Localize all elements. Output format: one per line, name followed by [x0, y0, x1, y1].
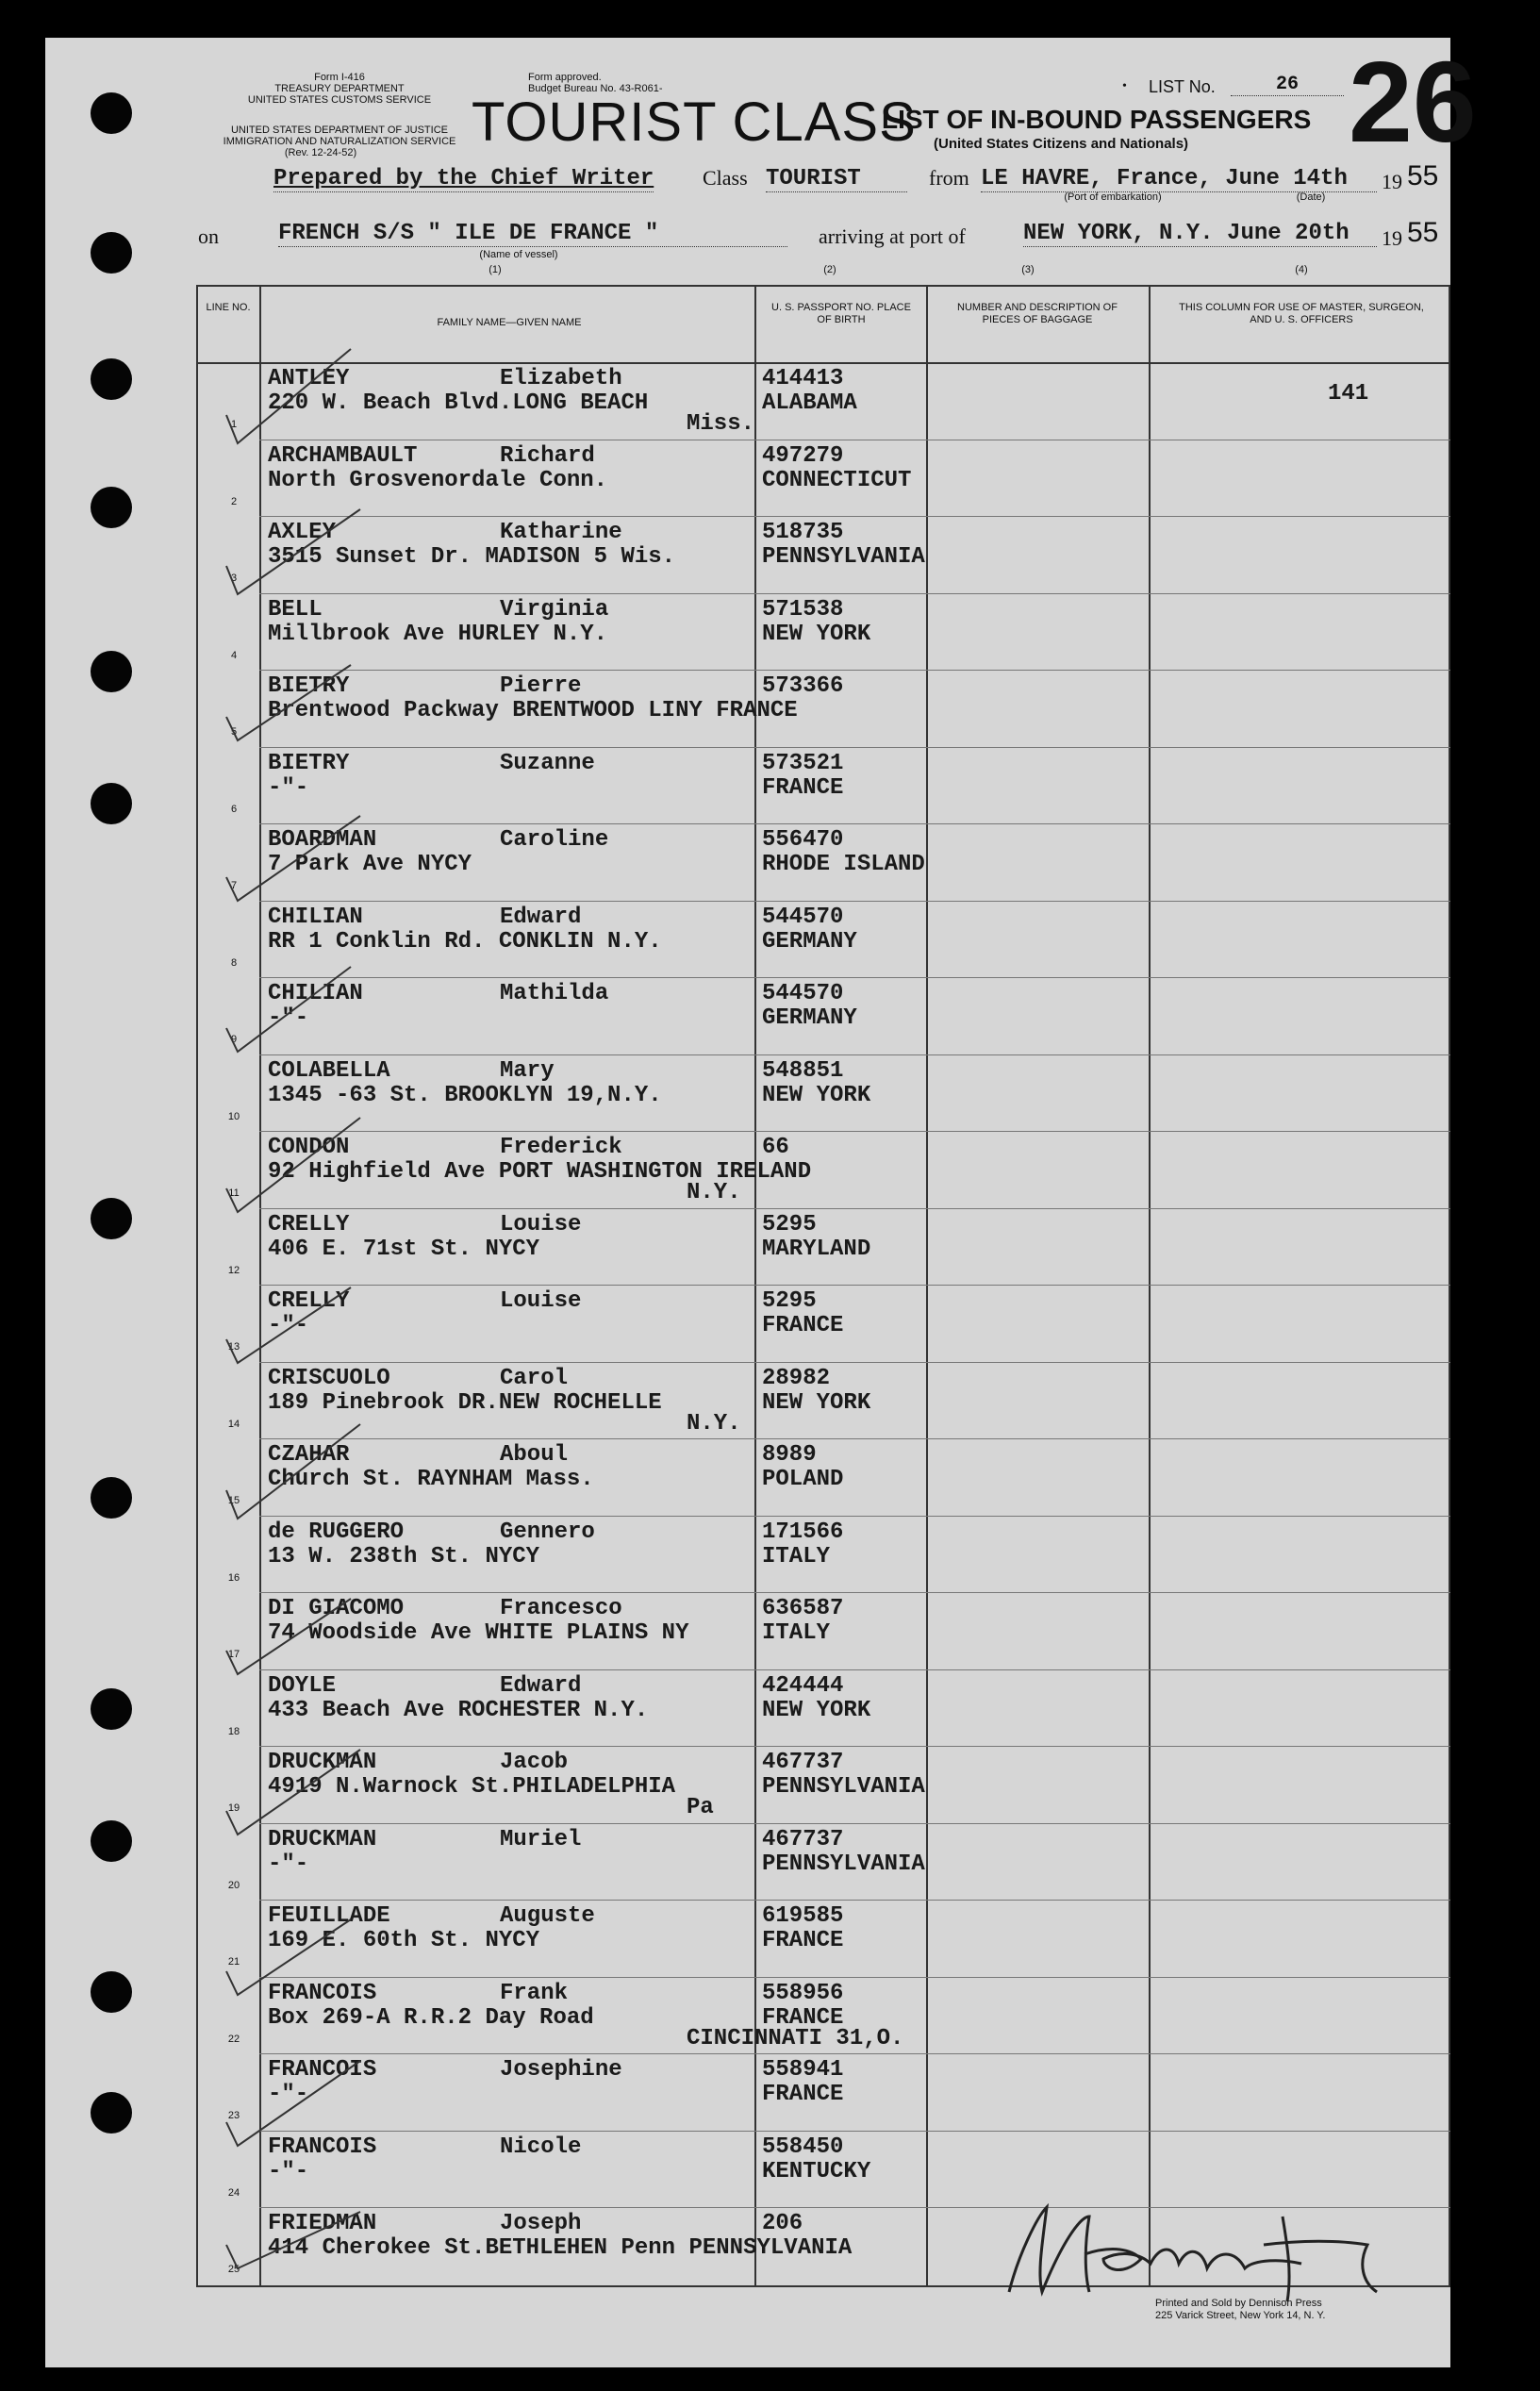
year-prefix-1: 19	[1382, 170, 1402, 193]
address: RR 1 Conklin Rd. CONKLIN N.Y.	[268, 928, 662, 955]
line-number: 10	[227, 1110, 240, 1122]
passport-number: 5295	[762, 1288, 817, 1314]
place-of-birth: FRANCE	[762, 2082, 844, 2107]
address: 1345 -63 St. BROOKLYN 19,N.Y.	[268, 1082, 662, 1108]
line-number: 24	[227, 2186, 240, 2199]
passport-number: 571538	[762, 596, 844, 623]
passport-number: 497279	[762, 442, 844, 469]
line-number: 15	[227, 1495, 240, 1506]
address: North Grosvenordale Conn.	[268, 467, 608, 493]
address: 74 Woodside Ave WHITE PLAINS NY	[268, 1620, 689, 1646]
port-embarkation-caption: (Port of embarkation)	[1064, 191, 1162, 203]
place-of-birth: NEW YORK	[762, 1697, 871, 1723]
column-header-line-no: LINE NO.	[206, 302, 251, 313]
row-divider	[259, 1208, 1450, 1209]
address: 7 Park Ave NYCY	[268, 852, 472, 877]
family-name: ARCHAMBAULT	[268, 442, 418, 469]
row-divider	[259, 593, 1450, 594]
given-name: Mary	[500, 1057, 555, 1084]
family-name: BOARDMAN	[268, 827, 377, 853]
given-name: Auguste	[500, 1903, 595, 1929]
budget-bureau: Budget Bureau No. 43-R061-	[528, 83, 663, 94]
row-divider	[259, 1823, 1450, 1824]
address: 414 Cherokee St.BETHLEHEN Penn PENNSYLVANIA	[268, 2235, 853, 2261]
address: 220 W. Beach Blvd.LONG BEACH	[268, 390, 649, 416]
address-continuation: CINCINNATI 31,O.	[687, 2025, 904, 2051]
address-continuation: N.Y.	[687, 1410, 741, 1436]
line-number: 17	[227, 1649, 240, 1660]
address: 3515 Sunset Dr. MADISON 5 Wis.	[268, 544, 676, 570]
row-divider	[259, 1900, 1450, 1901]
given-name: Katharine	[500, 520, 622, 545]
family-name: CHILIAN	[268, 981, 363, 1006]
binder-hole	[91, 651, 132, 692]
row-divider	[259, 1746, 1450, 1747]
place-of-birth: ALABAMA	[762, 390, 857, 416]
printer-credit-2: 225 Varick Street, New York 14, N. Y.	[1155, 2310, 1326, 2321]
passport-number: 619585	[762, 1903, 844, 1929]
line-number: 6	[230, 803, 238, 815]
given-name: Joseph	[500, 2211, 582, 2236]
inspection-checkmarks	[189, 311, 406, 2292]
line-number: 19	[227, 1802, 240, 1814]
row-divider	[259, 1438, 1450, 1439]
given-name: Aboul	[500, 1442, 569, 1468]
date-caption: (Date)	[1296, 191, 1326, 203]
place-of-birth: PENNSYLVANIA	[762, 544, 925, 570]
passport-number: 8989	[762, 1442, 817, 1468]
on-label: on	[198, 224, 219, 248]
list-no-label: LIST No.	[1149, 77, 1216, 96]
place-of-birth: PENNSYLVANIA	[762, 1851, 925, 1877]
address: Brentwood Packway BRENTWOOD LINY FRANCE	[268, 698, 798, 723]
line-number: 20	[227, 1879, 240, 1891]
passport-number: 424444	[762, 1672, 844, 1699]
place-of-birth: FRANCE	[762, 774, 844, 801]
department-of-justice: UNITED STATES DEPARTMENT OF JUSTICE	[230, 125, 448, 136]
passport-number: 548851	[762, 1057, 844, 1084]
passport-number: 467737	[762, 1750, 844, 1775]
vessel-name: FRENCH S/S " ILE DE FRANCE "	[278, 221, 787, 247]
row-divider	[259, 2053, 1450, 2054]
address: 13 W. 238th St. NYCY	[268, 1543, 540, 1569]
line-number: 23	[227, 2110, 240, 2121]
family-name: FRANCOIS	[268, 1980, 377, 2006]
column-header-name: FAMILY NAME—GIVEN NAME	[437, 317, 582, 328]
binder-hole	[91, 2092, 132, 2134]
family-name: CRELLY	[268, 1211, 350, 1237]
row-divider	[259, 1131, 1450, 1132]
binder-hole	[91, 232, 132, 274]
binder-hole	[91, 783, 132, 824]
address-continuation: Pa	[687, 1795, 714, 1820]
address: Church St. RAYNHAM Mass.	[268, 1467, 594, 1492]
class-value: TOURIST	[766, 166, 907, 192]
family-name: COLABELLA	[268, 1057, 390, 1084]
row-divider	[259, 747, 1450, 748]
place-of-birth: NEW YORK	[762, 621, 871, 647]
family-name: BIETRY	[268, 750, 350, 776]
passport-number: 558956	[762, 1980, 844, 2006]
place-of-birth: RHODE ISLAND	[762, 852, 925, 877]
place-of-birth: GERMANY	[762, 928, 857, 955]
family-name: CRELLY	[268, 1288, 350, 1314]
passport-number: 28982	[762, 1365, 831, 1391]
passport-number: 171566	[762, 1519, 844, 1545]
family-name: DRUCKMAN	[268, 1750, 377, 1775]
address: 169 E. 60th St. NYCY	[268, 1928, 540, 1953]
place-of-birth: GERMANY	[762, 1005, 857, 1031]
line-number: 12	[227, 1264, 240, 1276]
address-continuation: Miss.	[687, 411, 755, 437]
row-divider	[259, 1592, 1450, 1593]
officer-note: 141	[1328, 381, 1369, 407]
address: -"-	[268, 774, 309, 801]
given-name: Louise	[500, 1288, 582, 1314]
place-of-birth: POLAND	[762, 1467, 844, 1492]
passport-number: 573521	[762, 750, 844, 776]
line-number: 5	[230, 726, 238, 738]
place-of-birth: FRANCE	[762, 1928, 844, 1953]
address: 406 E. 71st St. NYCY	[268, 1236, 540, 1262]
year-1: 55	[1407, 160, 1439, 191]
binder-hole	[91, 1971, 132, 2013]
passport-number: 467737	[762, 1826, 844, 1852]
row-divider	[259, 516, 1450, 517]
family-name: BELL	[268, 596, 323, 623]
line-number: 8	[230, 956, 238, 969]
given-name: Pierre	[500, 673, 582, 699]
family-name: FRANCOIS	[268, 2057, 377, 2083]
line-number: 1	[230, 419, 238, 430]
address: 4919 N.Warnock St.PHILADELPHIA	[268, 1774, 676, 1800]
given-name: Edward	[500, 904, 582, 930]
family-name: AXLEY	[268, 520, 337, 545]
family-name: BIETRY	[268, 673, 350, 699]
place-of-birth: KENTUCKY	[762, 2158, 871, 2184]
line-number: 9	[230, 1034, 238, 1045]
column-header-officers: THIS COLUMN FOR USE OF MASTER, SURGEON, AND U. S. OFFICERS	[1179, 302, 1424, 325]
place-of-birth: CONNECTICUT	[762, 467, 912, 493]
family-name: CONDON	[268, 1135, 350, 1160]
row-divider	[259, 1285, 1450, 1286]
year-2: 55	[1407, 217, 1439, 248]
given-name: Elizabeth	[500, 366, 622, 391]
binder-hole	[91, 1198, 132, 1239]
line-number: 22	[227, 2033, 240, 2045]
family-name: FRANCOIS	[268, 2134, 377, 2160]
family-name: DI GIACOMO	[268, 1596, 405, 1621]
binder-hole	[91, 1820, 132, 1862]
given-name: Mathilda	[500, 981, 609, 1006]
address: Millbrook Ave HURLEY N.Y.	[268, 621, 608, 647]
given-name: Jacob	[500, 1750, 569, 1775]
binder-hole	[91, 487, 132, 528]
address: Box 269-A R.R.2 Day Road	[268, 2004, 594, 2031]
given-name: Nicole	[500, 2134, 582, 2160]
line-number: 4	[230, 649, 238, 661]
place-of-birth: NEW YORK	[762, 1082, 871, 1108]
row-divider	[259, 1362, 1450, 1363]
column-number-3: (3)	[1021, 264, 1035, 275]
column-header-passport: U. S. PASSPORT NO. PLACE OF BIRTH	[771, 302, 911, 325]
list-title: LIST OF IN-BOUND PASSENGERS	[882, 105, 1312, 134]
column-number-1: (1)	[488, 264, 502, 275]
passport-number: 518735	[762, 520, 844, 545]
given-name: Francesco	[500, 1596, 622, 1621]
printer-credit-1: Printed and Sold by Dennison Press	[1155, 2298, 1322, 2309]
row-divider	[259, 1977, 1450, 1978]
column-number-2: (2)	[823, 264, 836, 275]
row-divider	[259, 1516, 1450, 1517]
form-revision: (Rev. 12-24-52)	[284, 147, 357, 158]
given-name: Suzanne	[500, 750, 595, 776]
ins-service: IMMIGRATION AND NATURALIZATION SERVICE	[223, 136, 456, 147]
address: 189 Pinebrook DR.NEW ROCHELLE	[268, 1389, 662, 1416]
line-number: 14	[227, 1418, 240, 1430]
from-label: from	[929, 166, 969, 190]
family-name: FEUILLADE	[268, 1903, 390, 1929]
line-number: 11	[228, 1187, 240, 1199]
from-value: LE HAVRE, France, June 14th	[981, 166, 1377, 192]
passport-number: 544570	[762, 904, 844, 930]
given-name: Virginia	[500, 596, 609, 623]
line-number: 7	[230, 880, 238, 891]
passport-number: 636587	[762, 1596, 844, 1621]
given-name: Frederick	[500, 1135, 622, 1160]
address: -"-	[268, 2082, 309, 2107]
list-no-value: 26	[1231, 74, 1344, 96]
binder-hole	[91, 1477, 132, 1519]
column-number-4: (4)	[1295, 264, 1308, 275]
row-divider	[259, 977, 1450, 978]
given-name: Muriel	[500, 1826, 582, 1852]
place-of-birth: PENNSYLVANIA	[762, 1774, 925, 1800]
line-number: 2	[230, 495, 238, 507]
given-name: Richard	[500, 442, 595, 469]
given-name: Carol	[500, 1365, 569, 1391]
line-number: 18	[227, 1725, 240, 1737]
prepared-by: Prepared by the Chief Writer	[273, 166, 654, 191]
vessel-caption: (Name of vessel)	[479, 249, 558, 260]
family-name: CRISCUOLO	[268, 1365, 390, 1391]
place-of-birth: NEW YORK	[762, 1389, 871, 1416]
given-name: Frank	[500, 1980, 569, 2006]
row-divider	[259, 901, 1450, 902]
year-prefix-2: 19	[1382, 226, 1402, 250]
form-approved: Form approved.	[528, 72, 602, 83]
row-divider	[259, 1669, 1450, 1670]
place-of-birth: FRANCE	[762, 2004, 844, 2031]
column-header-baggage: NUMBER AND DESCRIPTION OF PIECES OF BAGGAGE	[957, 302, 1118, 325]
customs-service: UNITED STATES CUSTOMS SERVICE	[247, 94, 432, 106]
binder-hole	[91, 92, 132, 134]
family-name: DOYLE	[268, 1672, 337, 1699]
address: -"-	[268, 2158, 309, 2184]
line-number: 21	[227, 1956, 240, 1968]
class-label: Class	[703, 166, 748, 190]
line-number: 16	[227, 1571, 240, 1584]
passport-number: 544570	[762, 981, 844, 1006]
row-divider	[259, 2131, 1450, 2132]
list-no-stamp: 26	[1349, 38, 1477, 166]
binder-hole	[91, 1688, 132, 1730]
given-name: Gennero	[500, 1519, 595, 1545]
given-name: Louise	[500, 1211, 582, 1237]
passport-number: 558450	[762, 2134, 844, 2160]
list-subtitle: (United States Citizens and Nationals)	[934, 136, 1189, 152]
family-name: FRIEDMAN	[268, 2211, 377, 2236]
given-name: Caroline	[500, 827, 609, 853]
passport-number: 414413	[762, 366, 844, 391]
line-number: 13	[227, 1341, 240, 1353]
place-of-birth: ITALY	[762, 1620, 831, 1646]
passport-number: 556470	[762, 827, 844, 853]
family-name: CHILIAN	[268, 904, 363, 930]
family-name: de RUGGERO	[268, 1519, 405, 1545]
address: -"-	[268, 1313, 309, 1338]
passport-number: 5295	[762, 1211, 817, 1237]
given-name: Edward	[500, 1672, 582, 1699]
address: -"-	[268, 1851, 309, 1877]
place-of-birth: MARYLAND	[762, 1236, 871, 1262]
place-of-birth: ITALY	[762, 1543, 831, 1569]
passport-number: 573366	[762, 673, 844, 699]
family-name: CZAHAR	[268, 1442, 350, 1468]
address: -"-	[268, 1005, 309, 1031]
given-name: Josephine	[500, 2057, 622, 2083]
family-name: DRUCKMAN	[268, 1826, 377, 1852]
address: 92 Highfield Ave PORT WASHINGTON IRELAND	[268, 1159, 812, 1185]
binder-hole	[91, 358, 132, 400]
passport-number: 558941	[762, 2057, 844, 2083]
class-title: TOURIST CLASS	[472, 91, 917, 153]
form-number: Form I-416	[314, 72, 365, 83]
address: 433 Beach Ave ROCHESTER N.Y.	[268, 1697, 649, 1723]
arriving-label: arriving at port of	[819, 224, 966, 248]
passport-number: 206	[762, 2211, 803, 2236]
line-number: 3	[230, 573, 238, 584]
address-continuation: N.Y.	[687, 1180, 741, 1205]
list-no-bullet: •	[1122, 79, 1127, 93]
arriving-value: NEW YORK, N.Y. June 20th	[1023, 221, 1377, 247]
line-number: 25	[227, 2264, 240, 2275]
family-name: ANTLEY	[268, 366, 350, 391]
passport-number: 66	[762, 1135, 789, 1160]
place-of-birth: FRANCE	[762, 1313, 844, 1338]
row-divider	[259, 670, 1450, 671]
row-divider	[259, 1054, 1450, 1055]
row-divider	[259, 823, 1450, 824]
treasury-department: TREASURY DEPARTMENT	[274, 83, 405, 94]
